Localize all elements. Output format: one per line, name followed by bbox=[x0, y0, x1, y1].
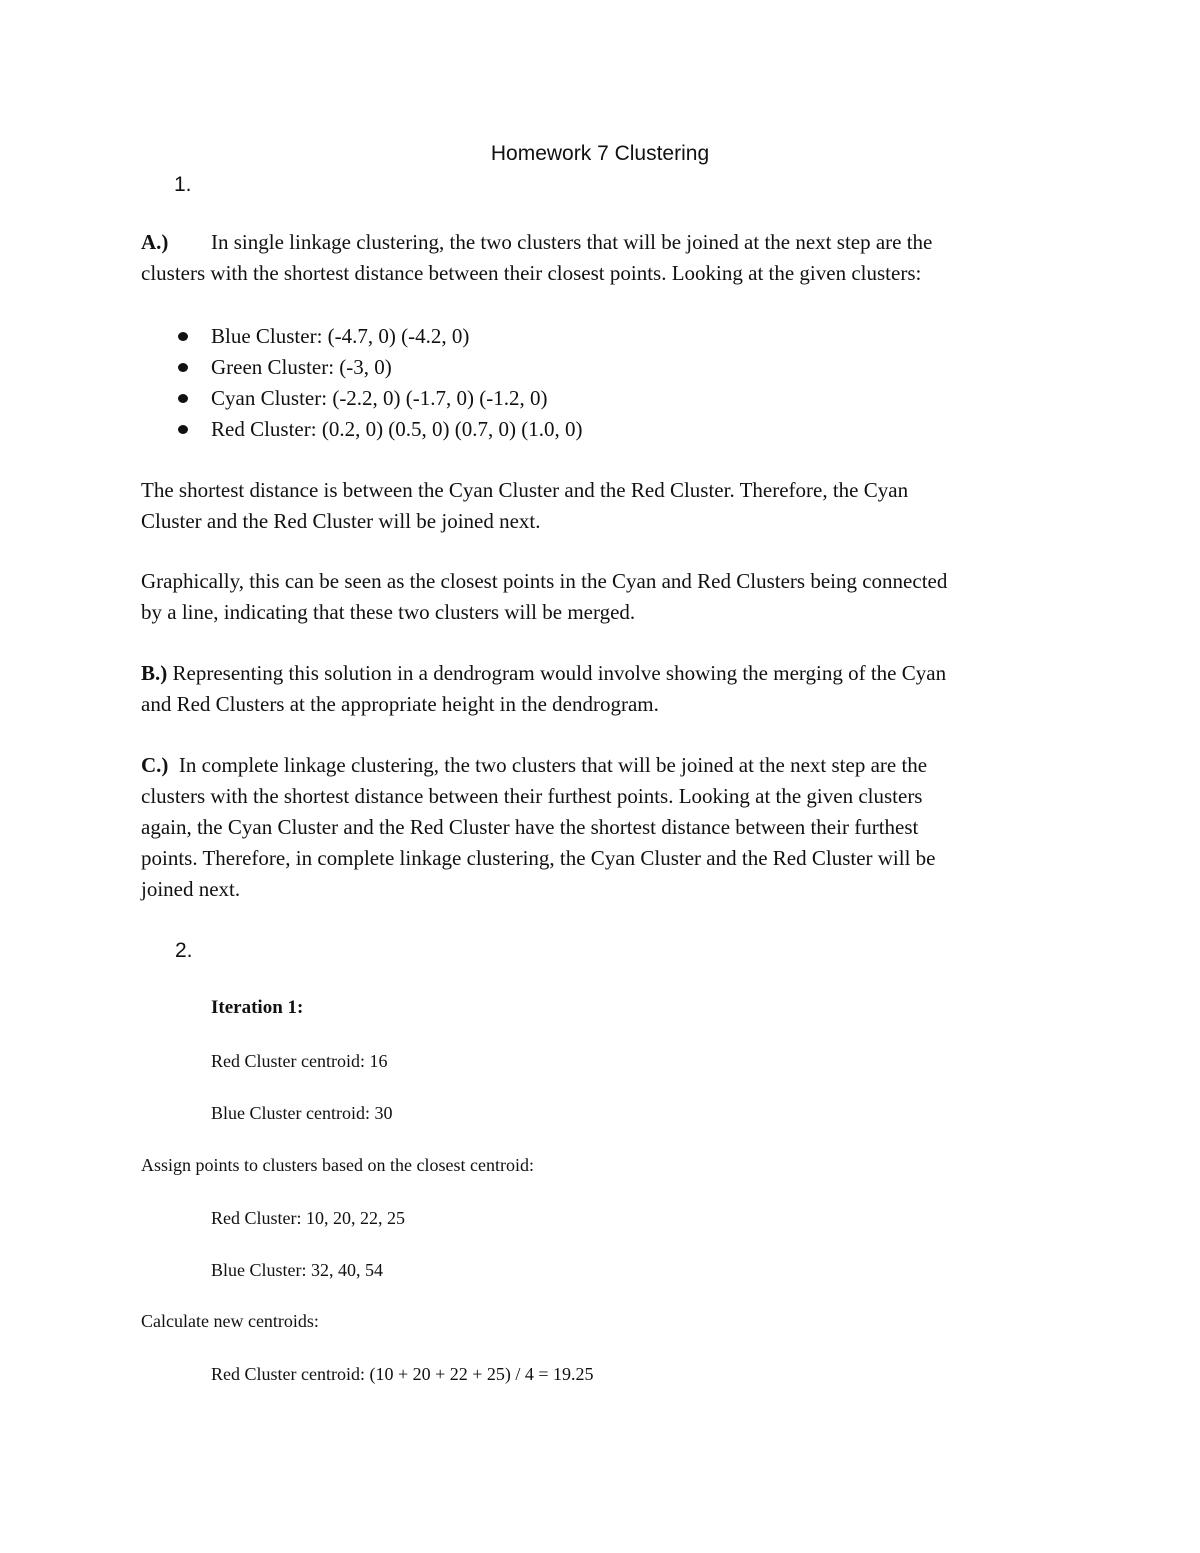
red-centroid-initial: Red Cluster centroid: 16 bbox=[211, 1051, 388, 1071]
graphically-paragraph: Graphically, this can be seen as the closest points in the Cyan and Red Clusters being connected by a line, indicating that these two clusters will be merged. bbox=[141, 569, 948, 624]
part-a-line-2: clusters with the shortest distance between their closest points. Looking at the given clusters: bbox=[141, 261, 922, 285]
page-title: Homework 7 Clustering bbox=[490, 142, 710, 165]
list-item-blue-cluster: Blue Cluster: (-4.7, 0) (-4.2, 0) bbox=[172, 321, 583, 352]
bullet-icon bbox=[178, 425, 188, 434]
question-2-number: 2. bbox=[175, 939, 193, 962]
bullet-icon bbox=[178, 394, 188, 403]
part-a-paragraph bbox=[141, 227, 1061, 289]
part-b-line-1: B.) Representing this solution in a dendrogram would involve showing the merging of the Cyan bbox=[141, 661, 947, 685]
part-a-line-1: A.) In single linkage clustering, the two clusters that will be joined at the next step are the bbox=[141, 227, 1061, 258]
part-b-label: B.) bbox=[141, 661, 168, 685]
list-item-red-cluster: Red Cluster: (0.2, 0) (0.5, 0) (0.7, 0) (1.0, 0) bbox=[172, 414, 583, 445]
cluster-list bbox=[172, 321, 583, 445]
red-centroid-new: Red Cluster centroid: (10 + 20 + 22 + 25) / 4 = 19.25 bbox=[211, 1364, 594, 1384]
part-c-line-1: C.) In complete linkage clustering, the two clusters that will be joined at the next step are the bbox=[141, 753, 928, 777]
list-item-green-cluster: Green Cluster: (-3, 0) bbox=[172, 352, 583, 383]
part-c-label: C.) bbox=[141, 753, 169, 777]
part-c-paragraph: C.) In complete linkage clustering, the two clusters that will be joined at the next step are the clusters with the shortest distance between their furthest points. Looking at the given clusters again, the Cyan Cluster and the Red Cluster have the shortest distance between their furthest points. Therefore, in complete linkage clustering, the Cyan Cluster and the Red Cluster will be joined next. bbox=[141, 750, 1061, 905]
shortest-distance-paragraph: The shortest distance is between the Cyan Cluster and the Red Cluster. Therefore, the Cyan Cluster and the Red Cluster will be joined next. bbox=[141, 478, 909, 533]
blue-centroid-initial: Blue Cluster centroid: 30 bbox=[211, 1103, 393, 1123]
assign-points-label: Assign points to clusters based on the closest centroid: bbox=[141, 1155, 534, 1175]
bullet-icon bbox=[178, 332, 188, 341]
iteration-1-heading: Iteration 1: bbox=[211, 997, 304, 1018]
part-a-label: A.) bbox=[141, 230, 169, 254]
bullet-icon bbox=[178, 363, 188, 372]
part-b-paragraph: B.) Representing this solution in a dendrogram would involve showing the merging of the Cyan and Red Clusters at the appropriate height in the dendrogram. bbox=[141, 658, 1061, 720]
calculate-centroids-label: Calculate new centroids: bbox=[141, 1311, 319, 1331]
question-1-number: 1. bbox=[174, 173, 192, 196]
list-item-cyan-cluster: Cyan Cluster: (-2.2, 0) (-1.7, 0) (-1.2, 0) bbox=[172, 383, 583, 414]
red-cluster-points: Red Cluster: 10, 20, 22, 25 bbox=[211, 1208, 405, 1228]
blue-cluster-points: Blue Cluster: 32, 40, 54 bbox=[211, 1260, 383, 1280]
